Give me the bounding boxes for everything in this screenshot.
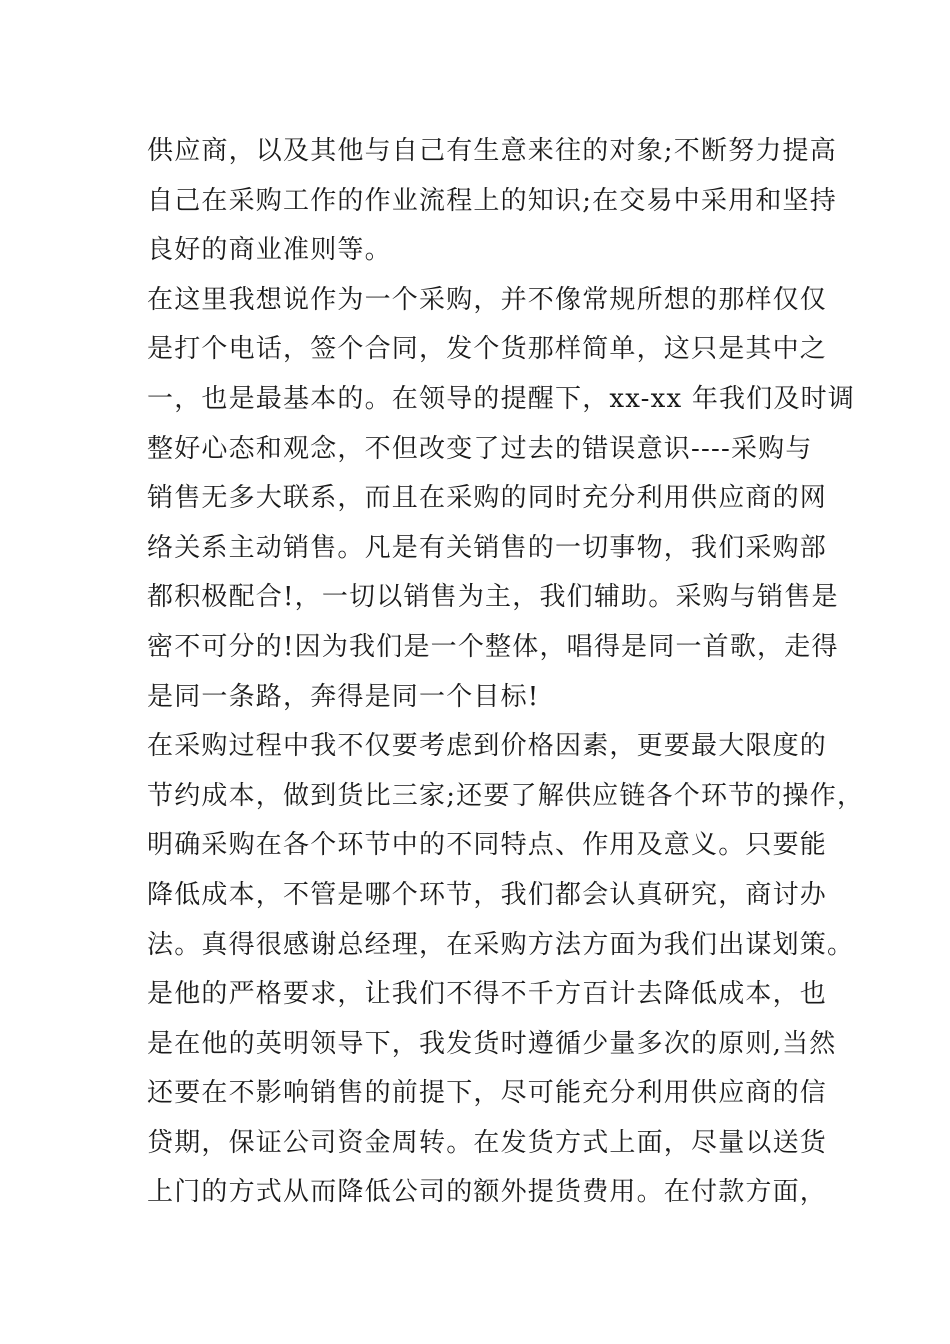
document-body xyxy=(147,127,865,1218)
text-line: 明确采购在各个环节中的不同特点、作用及意义。只要能 xyxy=(147,830,828,861)
text-line: 良好的商业准则等。 xyxy=(147,235,392,266)
text-line: 贷期，保证公司资金周转。在发货方式上面，尽量以送货 xyxy=(147,1127,828,1158)
text-line: 一，也是最基本的。在领导的提醒下，xx-xx 年我们及时调 xyxy=(147,383,856,414)
text-line: 在采购过程中我不仅要考虑到价格因素，更要最大限度的 xyxy=(147,731,828,762)
text-line: 密不可分的!因为我们是一个整体，唱得是同一首歌，走得 xyxy=(147,631,839,662)
text-line: 节约成本，做到货比三家;还要了解供应链各个环节的操作， xyxy=(147,780,865,811)
text-line: 供应商，以及其他与自己有生意来往的对象;不断努力提高 xyxy=(147,136,837,166)
text-line: 是他的严格要求，让我们不得不千方百计去降低成本，也 xyxy=(147,979,828,1010)
text-line: 络关系主动销售。凡是有关销售的一切事物，我们采购部 xyxy=(147,532,828,563)
text-line: 是打个电话，签个合同，发个货那样简单，这只是其中之 xyxy=(147,334,828,365)
text-line: 法。真得很感谢总经理，在采购方法方面为我们出谋划策。 xyxy=(147,929,855,960)
text-line: 上门的方式从而降低公司的额外提货费用。在付款方面， xyxy=(147,1177,828,1208)
text-line: 在这里我想说作为一个采购，并不像常规所想的那样仅仅 xyxy=(147,284,828,315)
text-line: 都积极配合!，一切以销售为主，我们辅助。采购与销售是 xyxy=(147,582,839,613)
text-line: 自己在采购工作的作业流程上的知识;在交易中采用和坚持 xyxy=(147,185,837,216)
text-line: 整好心态和观念，不但改变了过去的错误意识----采购与 xyxy=(147,433,813,464)
text-line: 还要在不影响销售的前提下，尽可能充分利用供应商的信 xyxy=(147,1078,828,1109)
text-line: 销售无多大联系，而且在采购的同时充分利用供应商的网 xyxy=(147,483,828,514)
text-line: 是在他的英明领导下，我发货时遵循少量多次的原则,当然 xyxy=(147,1028,837,1059)
text-line: 是同一条路，奔得是同一个目标! xyxy=(147,681,540,712)
text-line: 降低成本，不管是哪个环节，我们都会认真研究，商讨办 xyxy=(147,879,828,910)
